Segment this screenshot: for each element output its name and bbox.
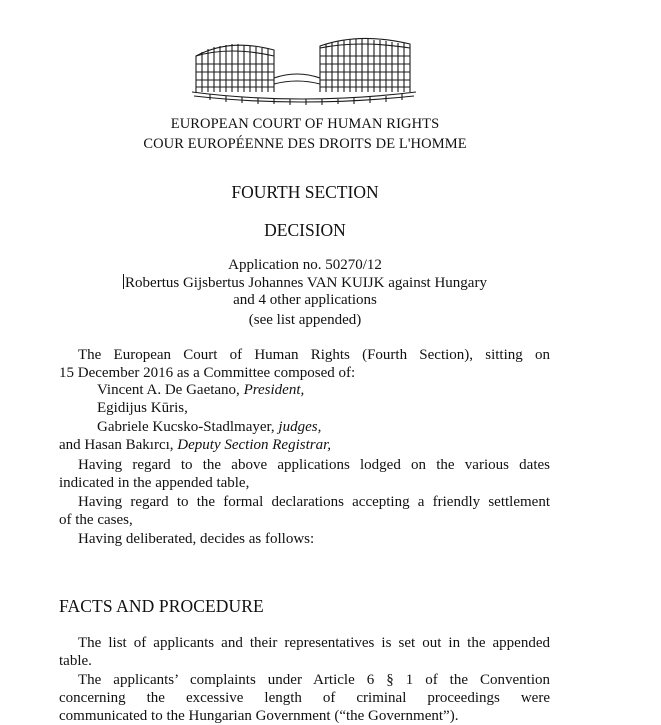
composition-intro [59, 346, 550, 382]
facts-p2-line3: communicated to the Hungarian Government (“the Government”). [59, 708, 459, 724]
judge-role: President, [243, 382, 305, 398]
facts-heading: FACTS AND PROCEDURE [59, 596, 264, 616]
composition-intro-line1: The European Court of Human Rights (Fourth Section), sitting on [78, 347, 550, 363]
court-name-french: COUR EUROPÉENNE DES DROITS DE L'HOMME [143, 136, 467, 152]
facts-paragraph-1 [59, 634, 550, 670]
recital-2 [59, 493, 550, 529]
facts-p1-line1: The list of applicants and their representatives is set out in the appended [78, 635, 550, 651]
recital-1-line1: Having regard to the above applications lodged on the various dates [78, 457, 550, 473]
judge-name: Vincent A. De Gaetano, [97, 382, 244, 398]
facts-p1-line2: table. [59, 653, 92, 669]
court-name-english: EUROPEAN COURT OF HUMAN RIGHTS [170, 116, 440, 132]
recital-3 [59, 530, 550, 548]
recital-1 [59, 456, 550, 492]
text-cursor [123, 274, 124, 289]
recital-2-line2: of the cases, [59, 512, 133, 528]
document-title: DECISION [264, 220, 346, 240]
judge-role: judges, [278, 419, 322, 435]
registrar-role: Deputy Section Registrar, [177, 437, 332, 453]
application-number: Application no. 50270/12 [228, 257, 382, 273]
judge-kucsko [97, 419, 321, 436]
facts-p2-line2: concerning the excessive length of criminal proceedings were [59, 690, 550, 706]
application-others: and 4 other applications [233, 292, 377, 308]
recital-3-line1: Having deliberated, decides as follows: [78, 531, 315, 547]
facts-paragraph-2 [59, 671, 550, 725]
application-parties-line [0, 274, 610, 292]
facts-p2-line1: The applicants’ complaints under Article 6 § 1 of the Convention [78, 672, 550, 688]
judge-kuris: Egidijus Kūris, [97, 400, 188, 416]
registrar-line [59, 437, 331, 454]
section-title: FOURTH SECTION [231, 182, 379, 202]
application-note: (see list appended) [248, 312, 362, 328]
court-building-logo [190, 34, 418, 106]
judge-name: Gabriele Kucsko-Stadlmayer, [97, 419, 279, 435]
application-parties: Robertus Gijsbertus Johannes VAN KUIJK against Hungary [125, 275, 487, 291]
judge-president [97, 382, 304, 399]
registrar-name: and Hasan Bakırcı, [59, 437, 178, 453]
recital-2-line1: Having regard to the formal declarations accepting a friendly settlement [78, 494, 550, 510]
recital-1-line2: indicated in the appended table, [59, 475, 250, 491]
composition-intro-line2: 15 December 2016 as a Committee composed of: [59, 365, 356, 381]
